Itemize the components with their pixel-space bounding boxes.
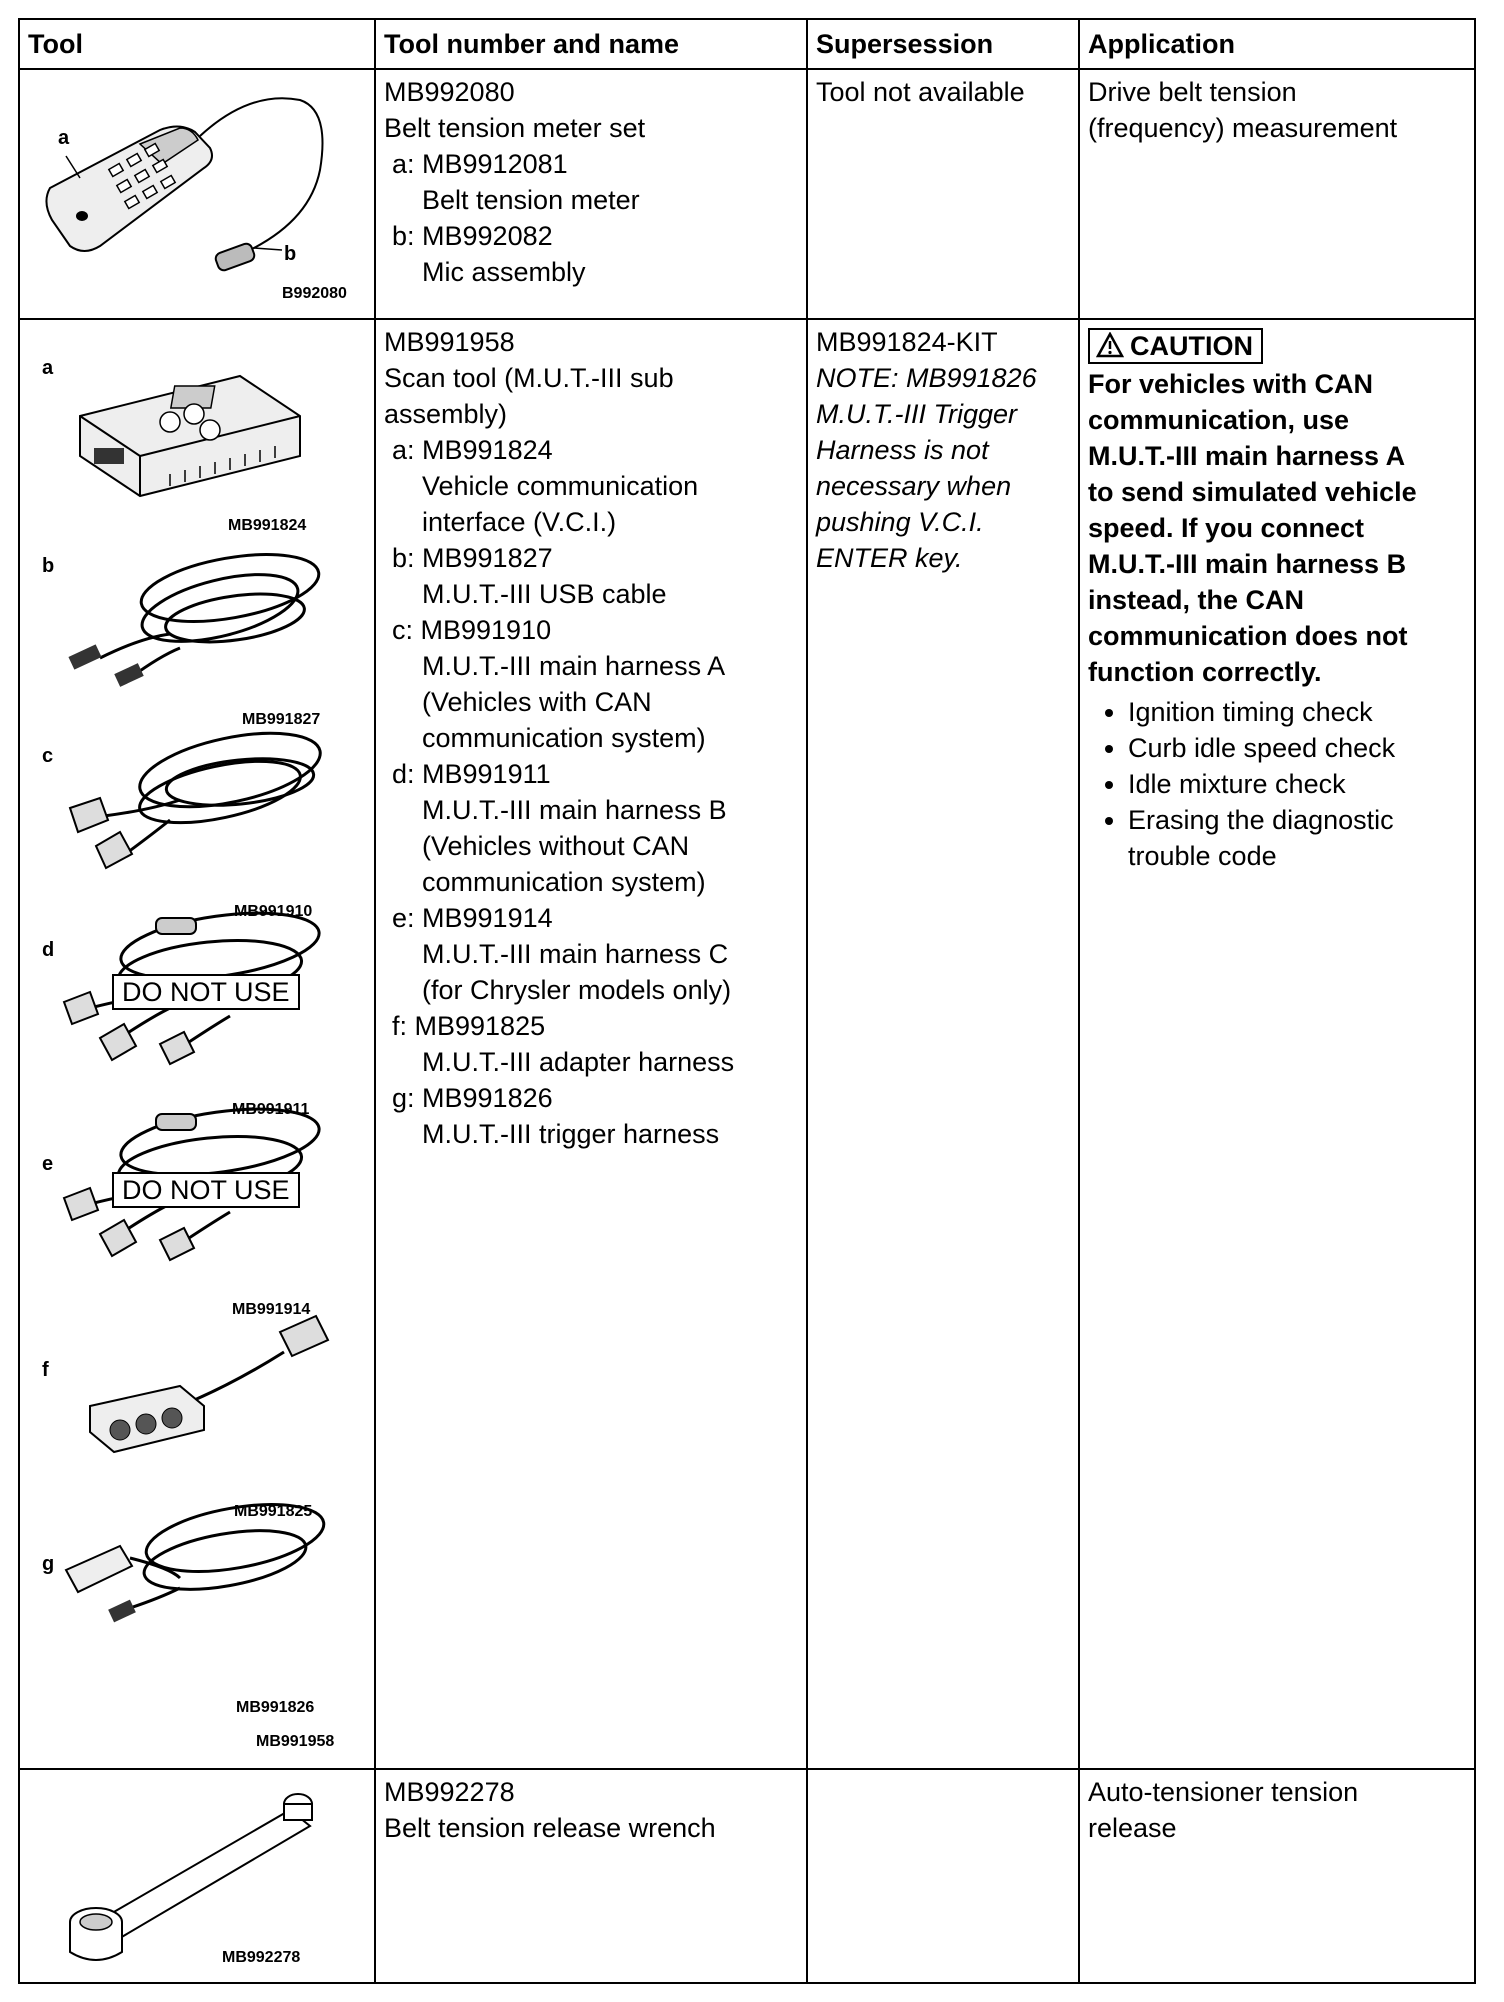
tool-number-line: (Vehicles without CAN xyxy=(422,831,690,861)
header-row xyxy=(19,19,1475,69)
application-cell xyxy=(1079,319,1475,1769)
supersession-note-line: NOTE: MB991826 xyxy=(816,363,1037,393)
tool-code: MB991958 xyxy=(256,1733,335,1750)
caution-box xyxy=(1088,328,1263,364)
adapter-harness-illustration xyxy=(70,1306,350,1466)
table-row xyxy=(19,1769,1475,1983)
warning-triangle-icon xyxy=(1096,332,1124,358)
tool-number-line: c: MB991910 xyxy=(392,615,552,645)
tool-label-c: c xyxy=(42,745,54,767)
tool-number-line: f: MB991825 xyxy=(392,1011,546,1041)
tool-code: MB991911 xyxy=(232,1101,310,1118)
tool-number-line: Mic assembly xyxy=(422,257,586,287)
supersession-text: Tool not available xyxy=(816,77,1025,107)
caution-line: to send simulated vehicle xyxy=(1088,477,1417,507)
tool-number-line: e: MB991914 xyxy=(392,903,553,933)
caution-line: instead, the CAN xyxy=(1088,585,1305,615)
tool-label-d: d xyxy=(42,939,55,961)
tool-number-line: M.U.T.-III USB cable xyxy=(422,579,667,609)
tool-number-cell xyxy=(375,1769,807,1983)
caution-line: communication does not xyxy=(1088,621,1408,651)
list-item: • Ignition timing check xyxy=(1128,694,1466,730)
tool-number-line: a: MB9912081 xyxy=(392,149,568,179)
caution-title: CAUTION xyxy=(1130,331,1253,361)
tool-label-f: f xyxy=(42,1359,49,1381)
application-list xyxy=(1088,694,1466,874)
caution-line: M.U.T.-III main harness A xyxy=(1088,441,1406,471)
application-line: release xyxy=(1088,1813,1177,1843)
supersession-note-line: ENTER key. xyxy=(816,543,963,573)
tool-number-line: interface (V.C.I.) xyxy=(422,507,617,537)
tool-number-line: assembly) xyxy=(384,399,508,429)
supersession-cell xyxy=(807,69,1079,319)
tool-number-line: M.U.T.-III main harness C xyxy=(422,939,729,969)
caution-line: M.U.T.-III main harness B xyxy=(1088,549,1407,579)
application-cell xyxy=(1079,69,1475,319)
tool-code: MB991827 xyxy=(242,711,321,728)
caution-line: communication, use xyxy=(1088,405,1350,435)
tool-number-line: (for Chrysler models only) xyxy=(422,975,732,1005)
tool-code: MB992278 xyxy=(222,1949,301,1966)
list-item: • Curb idle speed check xyxy=(1128,730,1466,766)
tool-code: MB991825 xyxy=(234,1503,313,1520)
tool-number-line: MB991958 xyxy=(384,327,515,357)
tool-illustration-cell xyxy=(19,319,375,1769)
vci-illustration xyxy=(60,356,320,506)
tool-number-line: M.U.T.-III adapter harness xyxy=(422,1047,735,1077)
supersession-note-line: Harness is not xyxy=(816,435,989,465)
special-tools-table xyxy=(18,18,1476,1984)
tool-number-line: communication system) xyxy=(422,723,706,753)
tool-label-g: g xyxy=(42,1553,55,1575)
tool-label-b: b xyxy=(284,243,297,265)
tool-number-line: g: MB991826 xyxy=(392,1083,553,1113)
supersession-note-line: M.U.T.-III Trigger xyxy=(816,399,1018,429)
tool-number-line: d: MB991911 xyxy=(392,759,551,789)
tool-number-line: b: MB991827 xyxy=(392,543,553,573)
tool-number-line: Scan tool (M.U.T.-III sub xyxy=(384,363,674,393)
tool-number-cell xyxy=(375,69,807,319)
tool-number-line: M.U.T.-III trigger harness xyxy=(422,1119,720,1149)
tool-number-line: Belt tension meter set xyxy=(384,113,646,143)
special-tools-sheet xyxy=(18,18,1474,1984)
tool-code: MB991910 xyxy=(234,903,313,920)
header-tool: Tool xyxy=(19,19,375,69)
supersession-text: MB991824-KIT xyxy=(816,327,998,357)
header-supersession: Supersession xyxy=(807,19,1079,69)
tool-number-line: M.U.T.-III main harness B xyxy=(422,795,727,825)
tool-label-a: a xyxy=(58,127,70,149)
main-harness-a-illustration xyxy=(60,720,340,870)
tool-number-line: (Vehicles with CAN xyxy=(422,687,652,717)
application-line: Drive belt tension xyxy=(1088,77,1297,107)
tool-number-line: b: MB992082 xyxy=(392,221,553,251)
tool-code: MB991914 xyxy=(232,1301,311,1318)
tool-number-line: M.U.T.-III main harness A xyxy=(422,651,726,681)
tool-code: MB991824 xyxy=(228,517,307,534)
caution-line: For vehicles with CAN xyxy=(1088,369,1374,399)
caution-line: function correctly. xyxy=(1088,657,1322,687)
list-item: • Idle mixture check xyxy=(1128,766,1466,802)
table-row xyxy=(19,319,1475,1769)
tool-number-cell xyxy=(375,319,807,1769)
tool-illustration-cell xyxy=(19,69,375,319)
supersession-note-line: necessary when xyxy=(816,471,1012,501)
caution-line: speed. If you connect xyxy=(1088,513,1365,543)
application-line: Auto-tensioner tension xyxy=(1088,1777,1359,1807)
list-item: • Erasing the diagnostic trouble code xyxy=(1128,802,1466,874)
do-not-use-badge: DO NOT USE xyxy=(112,1172,300,1208)
table-row xyxy=(19,69,1475,319)
tool-number-line: Belt tension release wrench xyxy=(384,1813,716,1843)
tool-number-line: communication system) xyxy=(422,867,706,897)
supersession-cell xyxy=(807,1769,1079,1983)
tool-illustration-cell xyxy=(19,1769,375,1983)
tool-label-e: e xyxy=(42,1153,54,1175)
usb-cable-illustration xyxy=(60,538,340,688)
tool-number-line: Vehicle communication xyxy=(422,471,699,501)
supersession-note-line: pushing V.C.I. xyxy=(816,507,984,537)
header-tool-number: Tool number and name xyxy=(375,19,807,69)
tool-number-line: Belt tension meter xyxy=(422,185,640,215)
header-application: Application xyxy=(1079,19,1475,69)
do-not-use-badge: DO NOT USE xyxy=(112,974,300,1010)
tool-code: MB991826 xyxy=(236,1699,315,1716)
tool-code: B992080 xyxy=(282,285,347,302)
tool-number-line: a: MB991824 xyxy=(392,435,553,465)
tool-label-b: b xyxy=(42,555,55,577)
application-line: (frequency) measurement xyxy=(1088,113,1398,143)
supersession-cell xyxy=(807,319,1079,1769)
tool-label-a: a xyxy=(42,357,54,379)
tool-number-line: MB992278 xyxy=(384,1777,515,1807)
tool-number-line: MB992080 xyxy=(384,77,515,107)
application-cell xyxy=(1079,1769,1475,1983)
